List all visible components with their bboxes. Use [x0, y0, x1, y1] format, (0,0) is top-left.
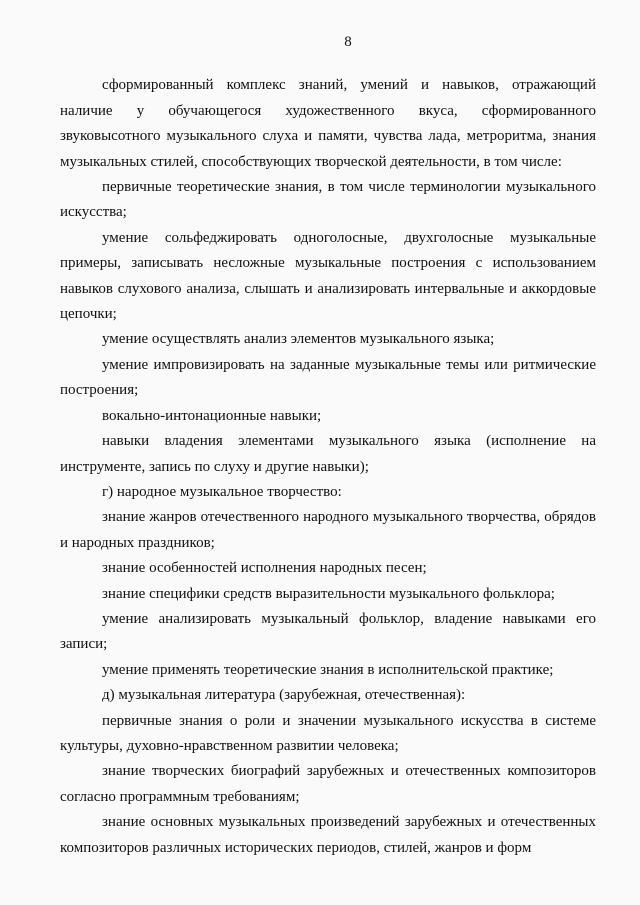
document-body: [60, 73, 596, 861]
paragraph: умение осуществлять анализ элементов музыкального языка;: [102, 331, 495, 348]
paragraph: первичные знания о роли и значении музыкального искусства в системе культуры, духовно-нравственном развитии человека;: [60, 712, 596, 754]
paragraph: сформированный комплекс знаний, умений и навыков, отражающий наличие у обучающегося художественного вкуса, сформированного звуковысотного музыкального слуха и памяти, чувства лада, метроритма, знания музыкальных стилей, способствующих творческой деятельности, в том числе:: [60, 77, 596, 170]
paragraph: знание основных музыкальных произведений зарубежных и отечественных композиторов различных исторических периодов, стилей, жанров и форм: [60, 814, 596, 856]
section-heading-folk: г) народное музыкальное творчество:: [102, 483, 342, 500]
paragraph: навыки владения элементами музыкального языка (исполнение на инструменте, запись по слуху и другие навыки);: [60, 433, 596, 475]
paragraph: умение импровизировать на заданные музыкальные темы или ритмические построения;: [60, 356, 596, 399]
paragraph: знание особенностей исполнения народных песен;: [102, 560, 427, 577]
paragraph: умение анализировать музыкальный фольклор, владение навыками его записи;: [60, 610, 596, 653]
paragraph: знание жанров отечественного народного музыкального творчества, обрядов и народных праздников;: [60, 509, 596, 551]
page-number: 8: [344, 34, 352, 50]
paragraph: умение сольфеджировать одноголосные, двухголосные музыкальные примеры, записывать несложные музыкальные построения с использованием навыков слухового анализа, слышать и анализировать интервальные и аккордовые цепочки;: [60, 229, 596, 323]
paragraph: знание специфики средств выразительности музыкального фольклора;: [102, 585, 555, 602]
paragraph: знание творческих биографий зарубежных и отечественных композиторов согласно программным требованиям;: [60, 763, 596, 805]
paragraph: умение применять теоретические знания в исполнительской практике;: [102, 661, 554, 678]
section-heading-literature: д) музыкальная литература (зарубежная, отечественная):: [102, 687, 466, 704]
paragraph: вокально-интонационные навыки;: [102, 407, 322, 424]
paragraph: первичные теоретические знания, в том числе терминологии музыкального искусства;: [60, 179, 596, 221]
